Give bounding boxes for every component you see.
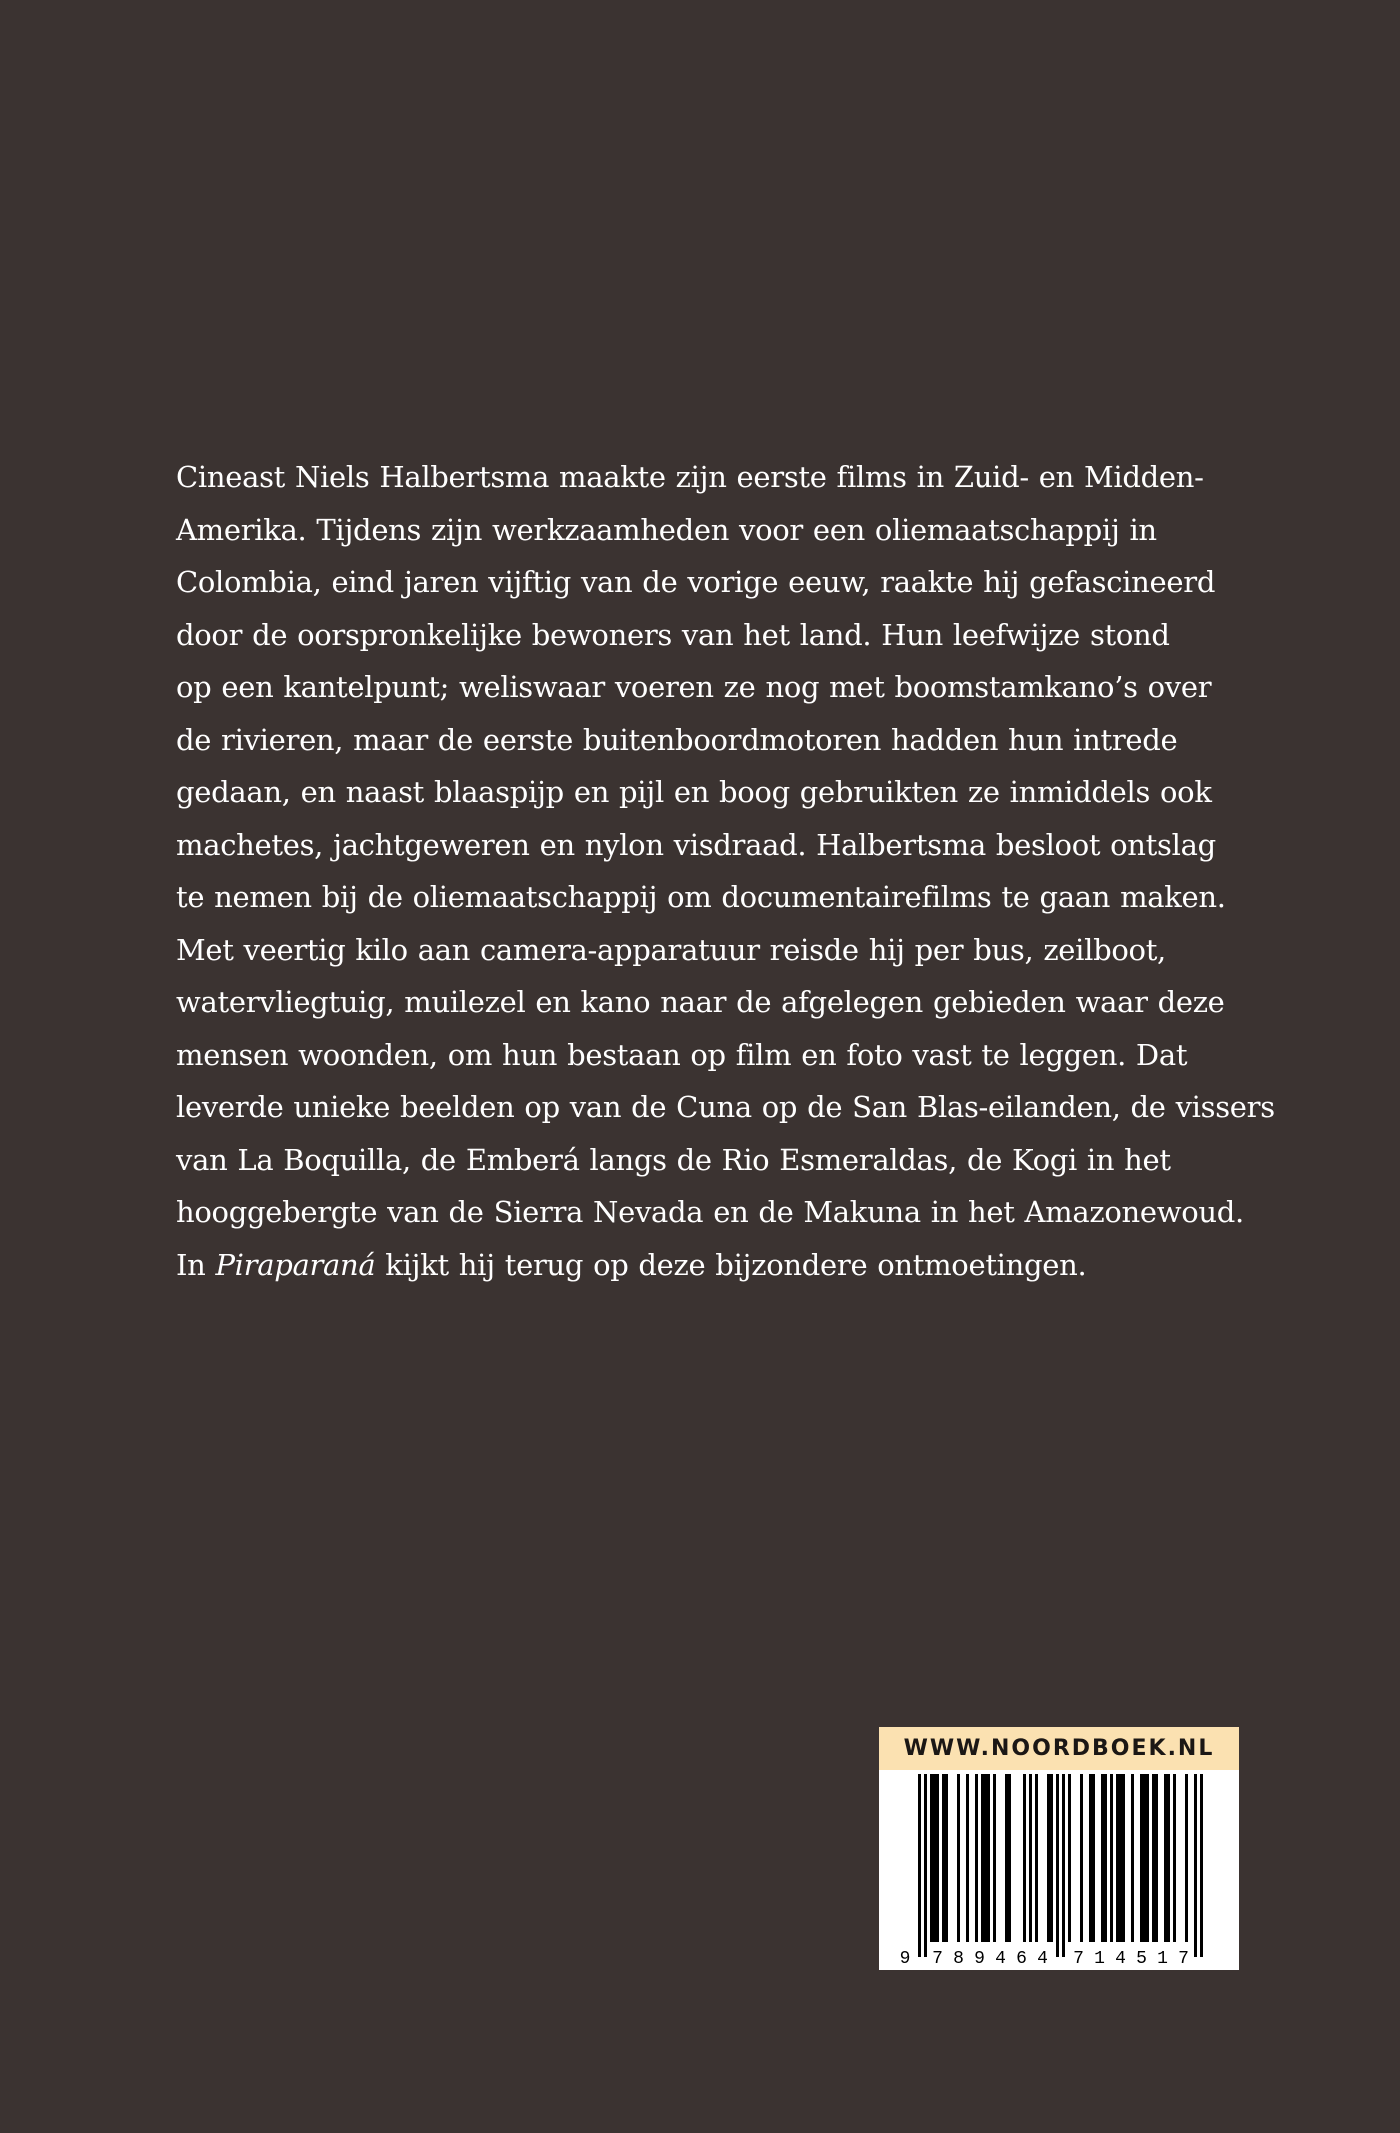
barcode-bar xyxy=(1194,1774,1197,1957)
barcode-digit: 5 xyxy=(1136,1949,1147,1969)
blurb-line: hooggebergte van de Sierra Nevada en de Makuna in het Amazonewoud. xyxy=(176,1195,1244,1229)
blurb-line: op een kantelpunt; weliswaar voeren ze nog met boomstamkano’s over xyxy=(176,670,1212,704)
barcode-bar xyxy=(933,1774,936,1942)
blurb-line: Amerika. Tijdens zijn werkzaamheden voor een oliemaatschappij in xyxy=(176,512,1157,547)
barcode-bar xyxy=(1122,1774,1125,1942)
blurb-last-line-end: kijkt hij terug op deze bijzondere ontmoetingen. xyxy=(375,1247,1087,1282)
barcode-digit: 4 xyxy=(995,1949,1006,1969)
barcode-bar xyxy=(1080,1774,1083,1942)
barcode-bar xyxy=(1056,1774,1059,1957)
barcode-bar xyxy=(984,1774,987,1942)
barcode-digit: 7 xyxy=(1178,1949,1189,1969)
blurb-line: gedaan, en naast blaaspijp en pijl en boog gebruikten ze inmiddels ook xyxy=(176,775,1212,809)
barcode-bar xyxy=(1089,1774,1092,1942)
barcode-bar xyxy=(957,1774,960,1942)
barcode-bar xyxy=(918,1774,921,1957)
barcode-bar xyxy=(1101,1774,1104,1942)
barcode-bar xyxy=(942,1774,945,1942)
blurb-line: Met veertig kilo aan camera-apparatuur reisde hij per bus, zeilboot, xyxy=(176,932,1166,967)
barcode-digit: 6 xyxy=(1016,1949,1027,1969)
barcode-bar xyxy=(1116,1774,1119,1942)
blurb-line: leverde unieke beelden op van de Cuna op de San Blas-eilanden, de vissers xyxy=(176,1090,1275,1124)
barcode-bar xyxy=(1092,1774,1095,1942)
barcode-digit: 7 xyxy=(1073,1949,1084,1969)
blurb-line: door de oorspronkelijke bewoners van het land. Hun leefwijze stond xyxy=(176,617,1170,652)
back-cover-blurb xyxy=(176,451,1275,1291)
blurb-line: mensen woonden, om hun bestaan op film en foto vast te leggen. Dat xyxy=(176,1037,1188,1072)
barcode-bar xyxy=(1047,1774,1050,1942)
barcode-bar xyxy=(966,1774,969,1942)
barcode-digit: 9 xyxy=(899,1949,911,1969)
barcode-digit: 1 xyxy=(1094,1949,1105,1969)
barcode-bar xyxy=(1062,1774,1065,1957)
barcode-bar xyxy=(1146,1774,1149,1942)
isbn-barcode xyxy=(879,1770,1239,1970)
barcode-bar xyxy=(1143,1774,1146,1942)
barcode-bar xyxy=(924,1774,927,1957)
barcode-bar xyxy=(1185,1774,1188,1942)
barcode-bar xyxy=(1110,1774,1113,1942)
barcode-bar xyxy=(1164,1774,1167,1942)
barcode-box xyxy=(879,1727,1239,1970)
blurb-line: machetes, jachtgeweren en nylon visdraad. Halbertsma besloot ontslag xyxy=(176,827,1216,862)
barcode-bar xyxy=(1005,1774,1008,1942)
barcode-bar xyxy=(1173,1774,1176,1942)
blurb-line: van La Boquilla, de Emberá langs de Rio Esmeraldas, de Kogi in het xyxy=(176,1142,1171,1177)
barcode-bar xyxy=(1035,1774,1038,1942)
barcode-digit: 8 xyxy=(953,1949,964,1969)
barcode-bar xyxy=(1050,1774,1053,1942)
barcode-digit: 4 xyxy=(1037,1949,1048,1969)
barcode-digit: 7 xyxy=(932,1949,943,1969)
barcode-bar xyxy=(1104,1774,1107,1942)
barcode-digit: 1 xyxy=(1157,1949,1168,1969)
barcode-bar xyxy=(1119,1774,1122,1942)
blurb-line: de rivieren, maar de eerste buitenboordmotoren hadden hun intrede xyxy=(176,722,1178,757)
barcode-bar xyxy=(1029,1774,1032,1942)
barcode-bar xyxy=(975,1774,978,1942)
barcode-bar xyxy=(1140,1774,1143,1942)
barcode-digit: 4 xyxy=(1115,1949,1126,1969)
barcode-bar xyxy=(1023,1774,1026,1942)
blurb-line: Colombia, eind jaren vijftig van de vorige eeuw, raakte hij gefascineerd xyxy=(176,565,1216,599)
barcode-bar xyxy=(981,1774,984,1942)
barcode-bar xyxy=(987,1774,990,1942)
publisher-url: WWW.NOORDBOEK.NL xyxy=(879,1727,1239,1770)
barcode-bar xyxy=(1131,1774,1134,1942)
blurb-last-line xyxy=(176,1239,1256,1292)
blurb-last-line-start: In xyxy=(176,1247,216,1282)
barcode-bar xyxy=(936,1774,939,1942)
barcode-bar xyxy=(1008,1774,1011,1942)
blurb-line: te nemen bij de oliemaatschappij om documentairefilms te gaan maken. xyxy=(176,880,1226,914)
barcode-bar xyxy=(1167,1774,1170,1942)
blurb-line: watervliegtuig, muilezel en kano naar de afgelegen gebieden waar deze xyxy=(176,985,1225,1019)
barcode-bar xyxy=(1068,1774,1071,1942)
barcode-bar xyxy=(945,1774,948,1942)
book-title: Piraparaná xyxy=(215,1247,376,1282)
barcode-bar xyxy=(1155,1774,1158,1942)
barcode-digit: 9 xyxy=(974,1949,985,1969)
blurb-line: Cineast Niels Halbertsma maakte zijn eerste films in Zuid- en Midden- xyxy=(176,460,1204,494)
barcode-bar xyxy=(1152,1774,1155,1942)
barcode-bar xyxy=(1200,1774,1203,1957)
barcode-bar xyxy=(993,1774,996,1942)
barcode-bar xyxy=(930,1774,933,1942)
